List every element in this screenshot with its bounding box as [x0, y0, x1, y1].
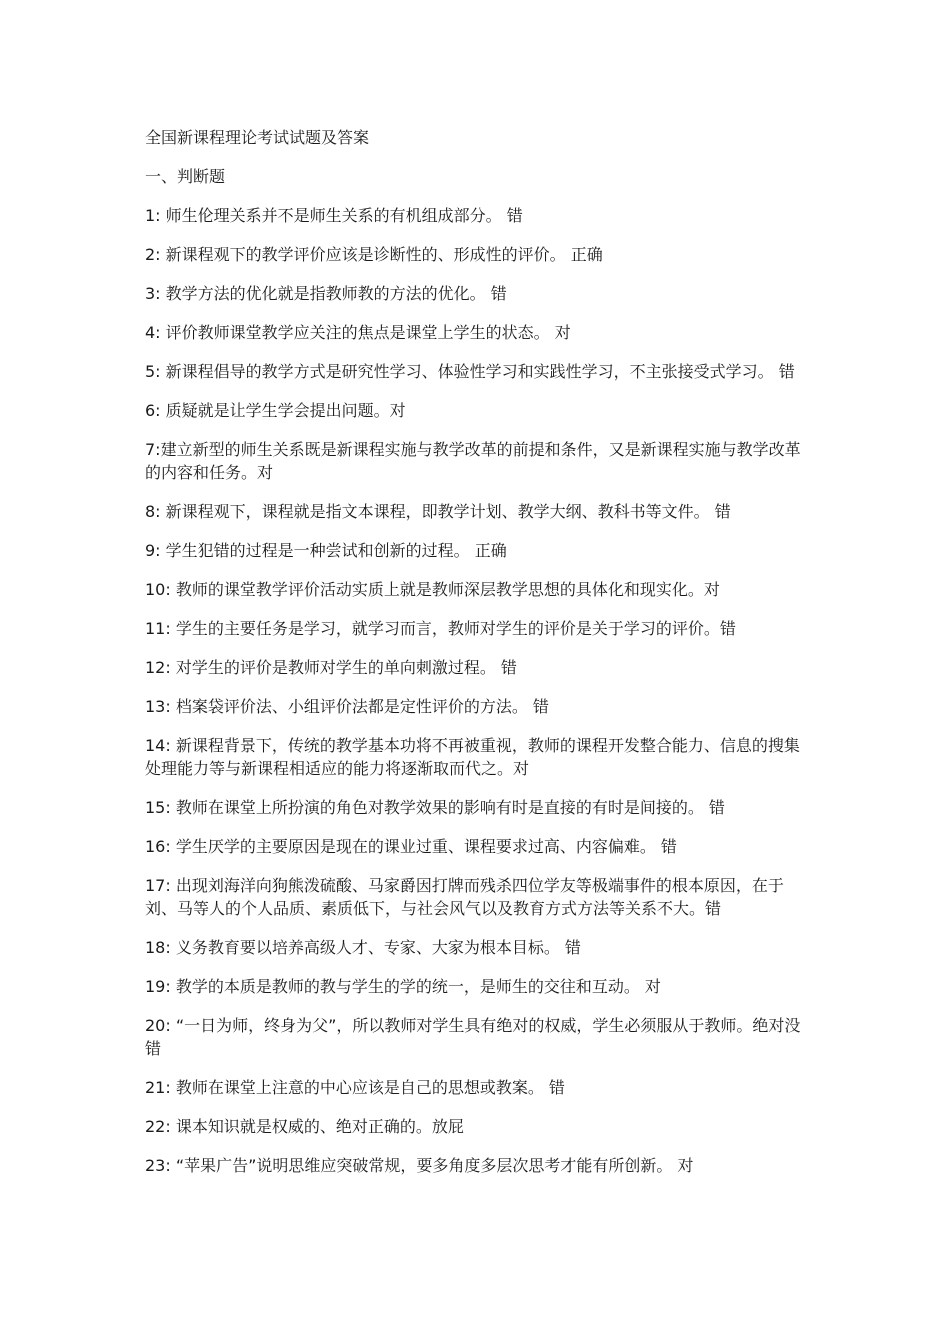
- question-item: 6: 质疑就是让学生学会提出问题。对: [145, 401, 406, 420]
- section-heading: 一、判断题: [145, 167, 226, 186]
- question-item: 9: 学生犯错的过程是一种尝试和创新的过程。 正确: [145, 541, 507, 560]
- question-item: 14: 新课程背景下，传统的教学基本功将不再被重视，教师的课程开发整合能力、信息的搜集处理能力等与新课程相适应的能力将逐渐取而代之。对: [145, 736, 800, 778]
- question-item: 18: 义务教育要以培养高级人才、专家、大家为根本目标。 错: [145, 938, 581, 957]
- question-item: 20: “一日为师，终身为父”，所以教师对学生具有绝对的权威，学生必须服从于教师。绝对没错: [145, 1016, 801, 1058]
- question-item: 10: 教师的课堂教学评价活动实质上就是教师深层教学思想的具体化和现实化。对: [145, 580, 720, 599]
- question-item: 11: 学生的主要任务是学习，就学习而言，教师对学生的评价是关于学习的评价。错: [145, 619, 736, 638]
- question-item: 1: 师生伦理关系并不是师生关系的有机组成部分。 错: [145, 206, 523, 225]
- question-item: 22: 课本知识就是权威的、绝对正确的。放屁: [145, 1117, 464, 1136]
- document-title: 全国新课程理论考试试题及答案: [145, 128, 370, 147]
- question-item: 4: 评价教师课堂教学应关注的焦点是课堂上学生的状态。 对: [145, 323, 571, 342]
- question-item: 21: 教师在课堂上注意的中心应该是自己的思想或教案。 错: [145, 1078, 565, 1097]
- question-item: 19: 教学的本质是教师的教与学生的学的统一，是师生的交往和互动。 对: [145, 977, 661, 996]
- question-item: 7:建立新型的师生关系既是新课程实施与教学改革的前提和条件，又是新课程实施与教学改革的内容和任务。对: [145, 440, 801, 482]
- question-item: 16: 学生厌学的主要原因是现在的课业过重、课程要求过高、内容偏难。 错: [145, 837, 677, 856]
- question-item: 15: 教师在课堂上所扮演的角色对教学效果的影响有时是直接的有时是间接的。 错: [145, 798, 725, 817]
- question-list: [145, 204, 813, 1177]
- question-item: 23: “苹果广告”说明思维应突破常规，要多角度多层次思考才能有所创新。 对: [145, 1156, 694, 1175]
- document-body: [145, 126, 813, 1193]
- question-item: 3: 教学方法的优化就是指教师教的方法的优化。 错: [145, 284, 507, 303]
- question-item: 2: 新课程观下的教学评价应该是诊断性的、形成性的评价。 正确: [145, 245, 603, 264]
- question-item: 5: 新课程倡导的教学方式是研究性学习、体验性学习和实践性学习，不主张接受式学习。 错: [145, 362, 795, 381]
- question-item: 12: 对学生的评价是教师对学生的单向刺激过程。 错: [145, 658, 517, 677]
- question-item: 17: 出现刘海洋向狗熊泼硫酸、马家爵因打牌而残杀四位学友等极端事件的根本原因，在于刘、马等人的个人品质、素质低下，与社会风气以及教育方式方法等关系不大。错: [145, 876, 784, 918]
- question-item: 8: 新课程观下，课程就是指文本课程，即教学计划、教学大纲、教科书等文件。 错: [145, 502, 731, 521]
- question-item: 13: 档案袋评价法、小组评价法都是定性评价的方法。 错: [145, 697, 549, 716]
